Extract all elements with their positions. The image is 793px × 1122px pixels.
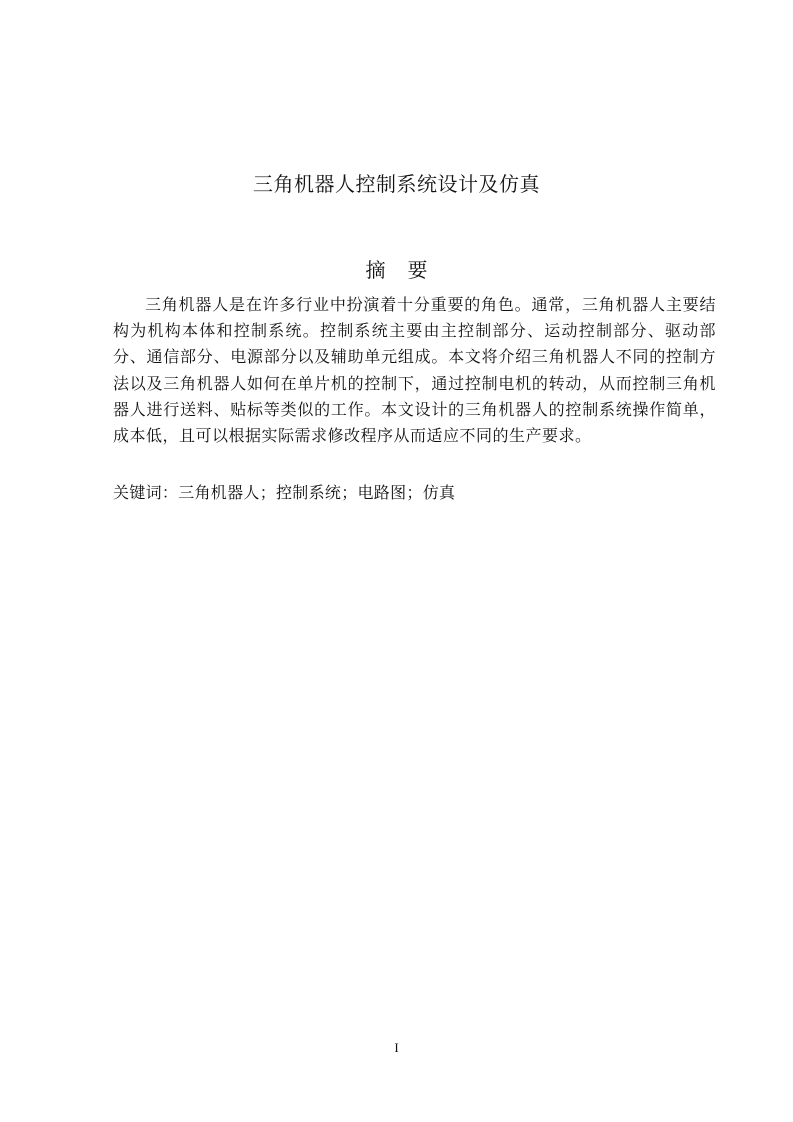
abstract-heading [0, 256, 793, 284]
page-number: I [394, 1040, 399, 1055]
abstract-heading-char-1: 摘 [365, 258, 386, 282]
keywords-line: 关键词：三角机器人；控制系统；电路图；仿真 [113, 483, 456, 502]
document-title: 三角机器人控制系统设计及仿真 [253, 172, 540, 196]
abstract-paragraph: 三角机器人是在许多行业中扮演着十分重要的角色。通常，三角机器人主要结构为机构本体和控制系统。控制系统主要由主控制部分、运动控制部分、驱动部分、通信部分、电源部分以及辅助单元组成。本文将介绍三角机器人不同的控制方法以及三角机器人如何在单片机的控制下，通过控制电机的转动，从而控制三角机器人进行送料、贴标等类似的工作。本文设计的三角机器人的控制系统操作简单，成本低，且可以根据实际需求修改程序从而适应不同的生产要求。 [113, 295, 716, 446]
abstract-heading-char-2: 要 [407, 258, 428, 282]
